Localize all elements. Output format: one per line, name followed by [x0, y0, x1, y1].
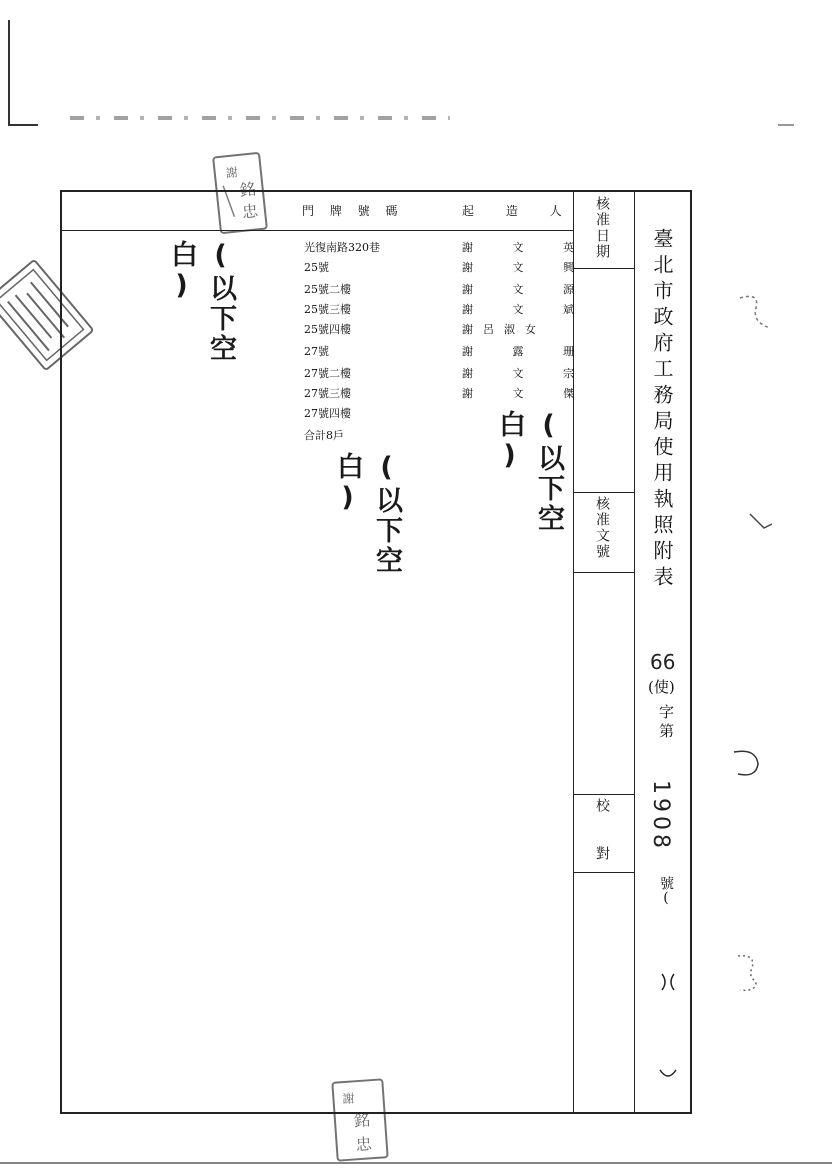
svg-text:忠: 忠	[241, 201, 259, 222]
svg-text:忠: 忠	[355, 1134, 373, 1155]
builder-name: 謝 露 珊	[462, 345, 592, 358]
label-approval-date: 核准日期	[594, 196, 610, 260]
side-rule-4	[573, 794, 634, 795]
builder-name: 謝 文 興	[462, 261, 592, 274]
scan-edge-left	[8, 20, 10, 126]
address-line: 25號四樓	[304, 323, 351, 336]
header-rule	[60, 230, 574, 231]
doc-hao: 號(	[658, 876, 674, 906]
scan-edge-right	[778, 124, 794, 126]
label-proofread: 校對	[594, 798, 610, 894]
svg-text:謝: 謝	[342, 1091, 355, 1107]
margin-mark-1-icon	[730, 288, 780, 338]
label-approval-doc: 核准文號	[594, 496, 610, 560]
divider-side-column-right	[634, 190, 635, 1114]
handwritten-blank-middle: (以下空白)	[332, 452, 402, 576]
margin-mark-3-icon	[728, 744, 768, 784]
address-line: 25號	[304, 261, 329, 274]
builder-name: 謝 文 傑	[462, 387, 592, 400]
page-title: 臺北市政府工務局使用執照附表	[650, 228, 674, 592]
builder-name: 謝呂淑女	[462, 323, 546, 336]
svg-text:謝: 謝	[225, 165, 239, 181]
divider-side-column-left	[573, 190, 574, 1114]
doc-serial: 1908	[648, 780, 673, 852]
form-frame	[60, 190, 692, 1114]
bracket-mark-icon	[656, 1066, 680, 1086]
address-line: 25號三樓	[304, 303, 351, 316]
svg-text:銘: 銘	[238, 179, 257, 200]
side-rule-3	[573, 572, 634, 573]
builder-name: 謝 文 斌	[462, 303, 592, 316]
scan-edge-bottom	[0, 1162, 832, 1164]
builder-name: 謝 文 英	[462, 241, 592, 254]
builder-name: 謝 文 宗	[462, 367, 592, 380]
doc-type: (使)	[648, 678, 675, 696]
address-line: 27號四樓	[304, 407, 351, 420]
builder-name: 謝 文 源	[462, 283, 592, 296]
margin-mark-2-icon	[746, 510, 776, 540]
address-line: 27號	[304, 345, 329, 358]
svg-text:銘: 銘	[353, 1110, 371, 1131]
address-line: 25號二樓	[304, 283, 351, 296]
handwritten-blank-right: (以下空白)	[494, 410, 564, 534]
side-rule-2	[573, 492, 634, 493]
address-line: 光復南路320巷	[304, 241, 380, 254]
address-line: 27號三樓	[304, 387, 351, 400]
header-builder: 起 造 人	[462, 204, 576, 218]
margin-mark-4-icon	[730, 948, 770, 998]
scan-edge-top	[8, 124, 38, 126]
header-house-number: 門 牌 號 碼	[302, 204, 404, 218]
doc-zi-di: 字第	[657, 704, 675, 742]
bracket-mark-icon	[656, 968, 680, 1008]
handwritten-blank-left: (以下空白)	[166, 240, 236, 364]
address-total: 合計8戶	[304, 429, 344, 442]
scan-dash-row	[70, 116, 450, 120]
address-line: 27號二樓	[304, 367, 351, 380]
doc-year: 66	[650, 650, 676, 674]
